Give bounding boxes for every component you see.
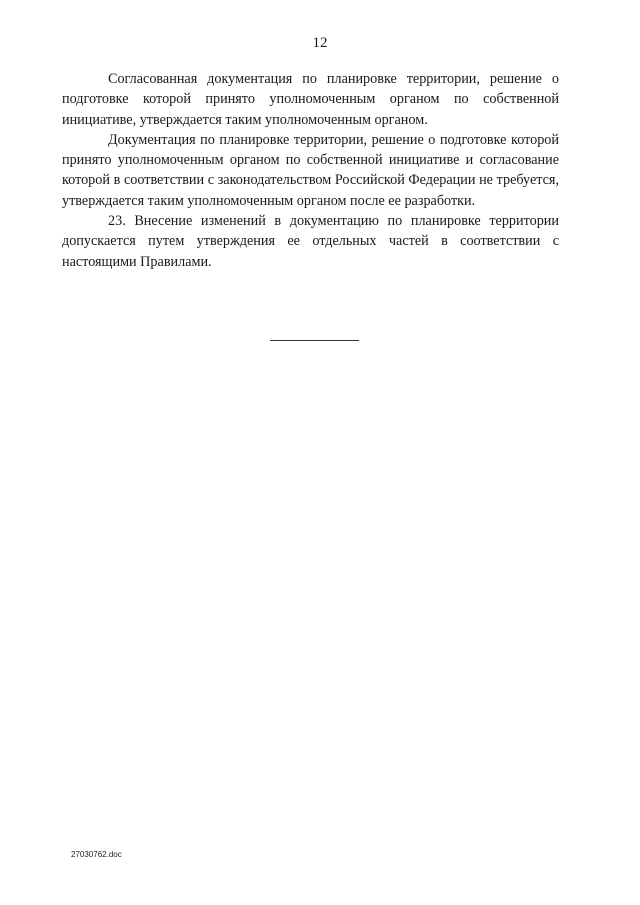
end-separator-line <box>270 340 359 341</box>
paragraph-documentation-without-agreement: Документация по планировке территории, решение о подготовке которой принято уполномоченным органом по собственной инициативе и согласование которой в соответствии с законодательством Российской Федерации не требуется, утверждается таким уполномоченным органом после ее разработки. <box>62 131 559 209</box>
paragraph-item-23: 23. Внесение изменений в документацию по планировке территории допускается путем утверждения ее отдельных частей в соответствии с настоящими Правилами. <box>62 213 559 270</box>
page-number: 12 <box>312 35 328 51</box>
document-body <box>62 69 559 272</box>
paragraph-approved-documentation: Согласованная документация по планировке территории, решение о подготовке которой принято уполномоченным органом по собственной инициативе, утверждается таким уполномоченным органом. <box>62 71 559 128</box>
footer-filename: 27030762.doc <box>71 850 122 859</box>
